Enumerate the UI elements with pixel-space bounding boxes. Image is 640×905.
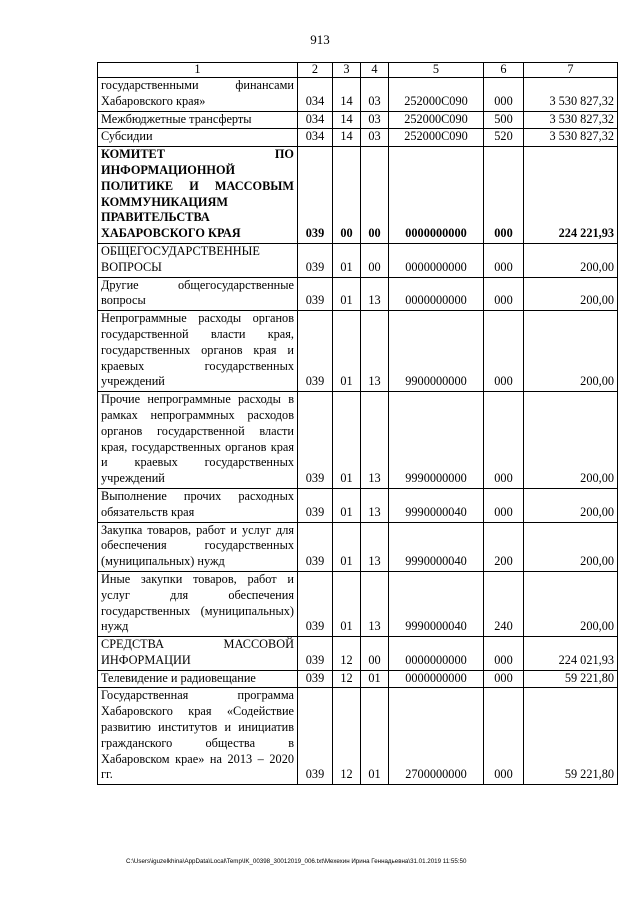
row-amount: 200,00: [524, 392, 618, 489]
header-cell: 2: [298, 63, 333, 78]
row-code-subsection: 00: [361, 243, 389, 277]
row-code-admin: 039: [298, 277, 333, 311]
table-row: [98, 637, 618, 671]
row-amount: 200,00: [524, 488, 618, 522]
row-code-admin: 039: [298, 488, 333, 522]
row-code-subsection: 01: [361, 688, 389, 785]
row-name: Субсидии: [98, 129, 298, 147]
row-code-subsection: 13: [361, 488, 389, 522]
row-code-admin: 039: [298, 571, 333, 636]
row-code-target: 9990000040: [389, 488, 484, 522]
row-code-section: 12: [333, 670, 361, 688]
row-amount: 200,00: [524, 311, 618, 392]
row-name: Закупка товаров, работ и услуг для обеспечения государственных (муниципальных) нужд: [98, 522, 298, 571]
row-amount: 200,00: [524, 522, 618, 571]
row-code-subsection: 13: [361, 571, 389, 636]
row-name: государственными финансами Хабаровского края»: [98, 78, 298, 112]
row-amount: 224 221,93: [524, 147, 618, 244]
row-code-target: 0000000000: [389, 277, 484, 311]
row-code-section: 01: [333, 311, 361, 392]
row-code-section: 14: [333, 129, 361, 147]
table-row: [98, 688, 618, 785]
table-row: [98, 129, 618, 147]
row-code-type: 000: [484, 488, 524, 522]
file-path-footer: C:\Users\iguzelkhina\AppData\Local\Temp\IK_00398_30012019_006.txt\Мехехин Ирина Геннадьевна\31.01.2019 11:55:50: [126, 858, 467, 865]
row-name: Выполнение прочих расходных обязательств края: [98, 488, 298, 522]
row-code-section: 01: [333, 277, 361, 311]
row-code-admin: 039: [298, 522, 333, 571]
row-code-subsection: 13: [361, 522, 389, 571]
row-code-type: 200: [484, 522, 524, 571]
table-row: [98, 522, 618, 571]
row-code-subsection: 01: [361, 670, 389, 688]
row-code-admin: 034: [298, 129, 333, 147]
row-code-target: 0000000000: [389, 147, 484, 244]
row-name: Прочие непрограммные расходы в рамках непрограммных расходов органов государственной власти края, государственных органов края и краевых государственных учреждений: [98, 392, 298, 489]
row-code-section: 12: [333, 637, 361, 671]
header-cell: 3: [333, 63, 361, 78]
row-code-target: 2700000000: [389, 688, 484, 785]
row-amount: 200,00: [524, 571, 618, 636]
budget-table: [97, 62, 618, 785]
row-code-target: 9900000000: [389, 311, 484, 392]
row-code-subsection: 13: [361, 392, 389, 489]
row-code-type: 520: [484, 129, 524, 147]
row-code-target: 0000000000: [389, 637, 484, 671]
row-amount: 59 221,80: [524, 670, 618, 688]
row-name: Государственная программа Хабаровского края «Содействие развитию институтов и инициатив гражданского общества в Хабаровском крае» на 2013 – 2020 гг.: [98, 688, 298, 785]
row-code-admin: 039: [298, 392, 333, 489]
row-code-subsection: 13: [361, 311, 389, 392]
row-code-section: 01: [333, 522, 361, 571]
row-code-type: 000: [484, 277, 524, 311]
row-name: СРЕДСТВА МАССОВОЙ ИНФОРМАЦИИ: [98, 637, 298, 671]
row-code-admin: 039: [298, 147, 333, 244]
row-code-target: 252000С090: [389, 111, 484, 129]
row-amount: 200,00: [524, 243, 618, 277]
row-code-admin: 034: [298, 78, 333, 112]
header-cell: 4: [361, 63, 389, 78]
row-code-admin: 039: [298, 311, 333, 392]
row-code-section: 00: [333, 147, 361, 244]
table-row: [98, 111, 618, 129]
row-code-type: 000: [484, 311, 524, 392]
table-row: [98, 311, 618, 392]
row-name: Иные закупки товаров, работ и услуг для обеспечения государственных (муниципальных) нужд: [98, 571, 298, 636]
header-cell: 5: [389, 63, 484, 78]
row-code-section: 01: [333, 243, 361, 277]
table-row: [98, 78, 618, 112]
row-code-target: 0000000000: [389, 243, 484, 277]
row-name: Телевидение и радиовещание: [98, 670, 298, 688]
row-code-target: 0000000000: [389, 670, 484, 688]
row-code-type: 000: [484, 392, 524, 489]
table-row: [98, 277, 618, 311]
table-row: [98, 571, 618, 636]
row-code-subsection: 00: [361, 147, 389, 244]
row-code-subsection: 13: [361, 277, 389, 311]
header-cell: 6: [484, 63, 524, 78]
row-name: Межбюджетные трансферты: [98, 111, 298, 129]
row-code-admin: 039: [298, 243, 333, 277]
row-code-section: 01: [333, 488, 361, 522]
row-code-type: 500: [484, 111, 524, 129]
row-amount: 59 221,80: [524, 688, 618, 785]
row-code-section: 14: [333, 111, 361, 129]
table-row: [98, 488, 618, 522]
table-row: [98, 147, 618, 244]
row-amount: 3 530 827,32: [524, 111, 618, 129]
row-amount: 224 021,93: [524, 637, 618, 671]
row-amount: 200,00: [524, 277, 618, 311]
row-code-type: 000: [484, 637, 524, 671]
row-code-admin: 039: [298, 670, 333, 688]
row-code-section: 01: [333, 392, 361, 489]
table-row: [98, 392, 618, 489]
page-number: 913: [310, 32, 330, 47]
header-cell: 1: [98, 63, 298, 78]
row-code-subsection: 03: [361, 129, 389, 147]
row-name: КОМИТЕТ ПО ИНФОРМАЦИОННОЙ ПОЛИТИКЕ И МАССОВЫМ КОММУНИКАЦИЯМ ПРАВИТЕЛЬСТВА ХАБАРОВСКОГО КРАЯ: [98, 147, 298, 244]
row-code-target: 252000С090: [389, 129, 484, 147]
row-code-target: 9990000000: [389, 392, 484, 489]
row-code-target: 9990000040: [389, 522, 484, 571]
row-code-type: 000: [484, 670, 524, 688]
table-header-row: [98, 63, 618, 78]
row-amount: 3 530 827,32: [524, 78, 618, 112]
row-code-section: 01: [333, 571, 361, 636]
row-code-subsection: 03: [361, 78, 389, 112]
row-code-section: 14: [333, 78, 361, 112]
row-code-type: 000: [484, 243, 524, 277]
table-row: [98, 670, 618, 688]
row-code-type: 000: [484, 147, 524, 244]
row-code-section: 12: [333, 688, 361, 785]
row-name: Непрограммные расходы органов государственной власти края, государственных органов края и краевых государственных учреждений: [98, 311, 298, 392]
row-code-type: 000: [484, 688, 524, 785]
row-code-admin: 039: [298, 688, 333, 785]
row-name: Другие общегосударственные вопросы: [98, 277, 298, 311]
row-amount: 3 530 827,32: [524, 129, 618, 147]
header-cell: 7: [524, 63, 618, 78]
row-code-subsection: 00: [361, 637, 389, 671]
row-name: ОБЩЕГОСУДАРСТВЕННЫЕ ВОПРОСЫ: [98, 243, 298, 277]
row-code-target: 9990000040: [389, 571, 484, 636]
table-row: [98, 243, 618, 277]
row-code-type: 000: [484, 78, 524, 112]
row-code-admin: 034: [298, 111, 333, 129]
row-code-target: 252000С090: [389, 78, 484, 112]
row-code-subsection: 03: [361, 111, 389, 129]
row-code-type: 240: [484, 571, 524, 636]
row-code-admin: 039: [298, 637, 333, 671]
